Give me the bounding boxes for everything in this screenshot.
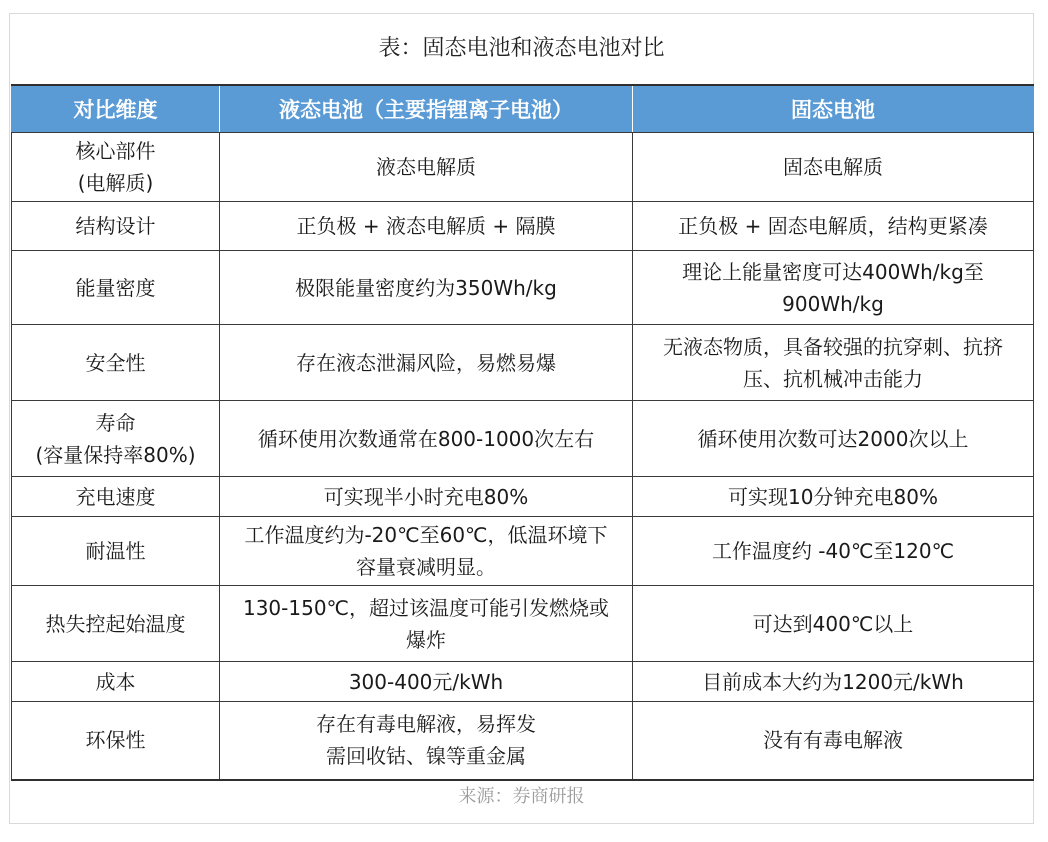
- cell-liquid-line: 存在有毒电解液，易挥发: [316, 712, 536, 737]
- cell-liquid-line: 液态电解质: [376, 155, 476, 179]
- cell-solid-line: 循环使用次数可达2000次以上: [697, 426, 969, 451]
- cell-liquid-line: 循环使用次数通常在800-1000次左右: [257, 426, 595, 451]
- cell-solid: [633, 251, 1034, 325]
- cell-solid-line: 无液态物质，具备较强的抗穿刺、抗挤: [663, 334, 1003, 359]
- cell-liquid: [220, 401, 633, 477]
- cell-solid: [633, 133, 1034, 202]
- cell-liquid: [220, 325, 633, 401]
- header-liquid-battery: 液态电池（主要指锂离子电池）: [220, 85, 633, 133]
- cell-dimension-line: 结构设计: [75, 214, 156, 238]
- cell-liquid: [220, 477, 633, 517]
- table-row: [12, 586, 1034, 662]
- cell-solid-line: 可达到400℃以上: [752, 611, 914, 636]
- table-row: [12, 401, 1034, 477]
- cell-dimension-line: 环保性: [85, 728, 146, 753]
- table-row: [12, 517, 1034, 586]
- cell-solid: [633, 401, 1034, 477]
- comparison-table: [11, 84, 1034, 781]
- cell-liquid-line: 可实现半小时充电80%: [323, 484, 529, 509]
- source-note: 来源：券商研报: [458, 786, 585, 807]
- cell-liquid-line: 需回收钴、镍等重金属: [326, 744, 526, 769]
- cell-dimension-line: 充电速度: [75, 484, 156, 509]
- cell-liquid: [220, 662, 633, 702]
- cell-dimension-line: 成本: [95, 669, 136, 694]
- document-frame: [9, 13, 1034, 824]
- cell-liquid-line: 正负极 + 液态电解质 + 隔膜: [296, 214, 556, 238]
- cell-solid: [633, 702, 1034, 780]
- cell-dimension-line: 耐温性: [85, 539, 146, 563]
- table-row: [12, 702, 1034, 780]
- cell-liquid-line: 工作温度约为-20℃至60℃，低温环境下: [244, 523, 608, 547]
- cell-dimension: [12, 477, 220, 517]
- cell-dimension: [12, 662, 220, 702]
- cell-solid-line: 理论上能量密度可达400Wh/kg至: [682, 259, 984, 284]
- cell-solid-line: 900Wh/kg: [782, 291, 884, 316]
- cell-solid-line: 目前成本大约为1200元/kWh: [702, 669, 964, 694]
- cell-liquid-line: 130-150℃，超过该温度可能引发燃烧或: [242, 595, 610, 620]
- cell-solid: [633, 662, 1034, 702]
- cell-dimension: [12, 401, 220, 477]
- table-header-row: [12, 85, 1034, 133]
- cell-solid-line: 没有有毒电解液: [763, 728, 903, 753]
- cell-solid: [633, 202, 1034, 251]
- cell-liquid-line: 容量衰减明显。: [356, 555, 496, 579]
- table-title: 表：固态电池和液态电池对比: [378, 36, 665, 61]
- cell-liquid: [220, 202, 633, 251]
- cell-dimension-line: 核心部件: [75, 139, 156, 163]
- cell-liquid: [220, 702, 633, 780]
- cell-dimension: [12, 251, 220, 325]
- cell-liquid-line: 爆炸: [406, 627, 446, 652]
- cell-dimension: [12, 702, 220, 780]
- cell-dimension-line: 能量密度: [75, 275, 156, 300]
- cell-liquid-line: 极限能量密度约为350Wh/kg: [295, 275, 557, 300]
- cell-dimension: [12, 325, 220, 401]
- table-row: [12, 325, 1034, 401]
- cell-dimension: [12, 133, 220, 202]
- cell-liquid: [220, 586, 633, 662]
- cell-solid: [633, 477, 1034, 517]
- cell-solid-line: 工作温度约 -40℃至120℃: [711, 539, 955, 563]
- cell-dimension: [12, 202, 220, 251]
- table-row: [12, 251, 1034, 325]
- cell-liquid: [220, 133, 633, 202]
- cell-liquid: [220, 517, 633, 586]
- header-dimension: 对比维度: [12, 85, 220, 133]
- cell-liquid-line: 存在液态泄漏风险，易燃易爆: [296, 350, 556, 375]
- cell-solid: [633, 586, 1034, 662]
- cell-liquid: [220, 251, 633, 325]
- cell-dimension-line: (电解质): [77, 171, 154, 195]
- cell-solid: [633, 325, 1034, 401]
- cell-dimension: [12, 517, 220, 586]
- cell-dimension-line: 安全性: [85, 350, 146, 375]
- cell-solid-line: 固态电解质: [783, 155, 883, 179]
- cell-dimension-line: 寿命: [95, 410, 136, 435]
- cell-dimension-line: 热失控起始温度: [45, 611, 186, 636]
- cell-solid-line: 压、抗机械冲击能力: [743, 366, 923, 391]
- cell-dimension-line: (容量保持率80%): [35, 442, 196, 467]
- cell-solid-line: 可实现10分钟充电80%: [728, 484, 938, 509]
- cell-solid-line: 正负极 + 固态电解质，结构更紧凑: [678, 214, 988, 238]
- cell-dimension: [12, 586, 220, 662]
- cell-liquid-line: 300-400元/kWh: [348, 669, 504, 694]
- header-solid-battery: 固态电池: [633, 85, 1034, 133]
- table-row: [12, 477, 1034, 517]
- table-row: [12, 202, 1034, 251]
- table-row: [12, 133, 1034, 202]
- table-row: [12, 662, 1034, 702]
- cell-solid: [633, 517, 1034, 586]
